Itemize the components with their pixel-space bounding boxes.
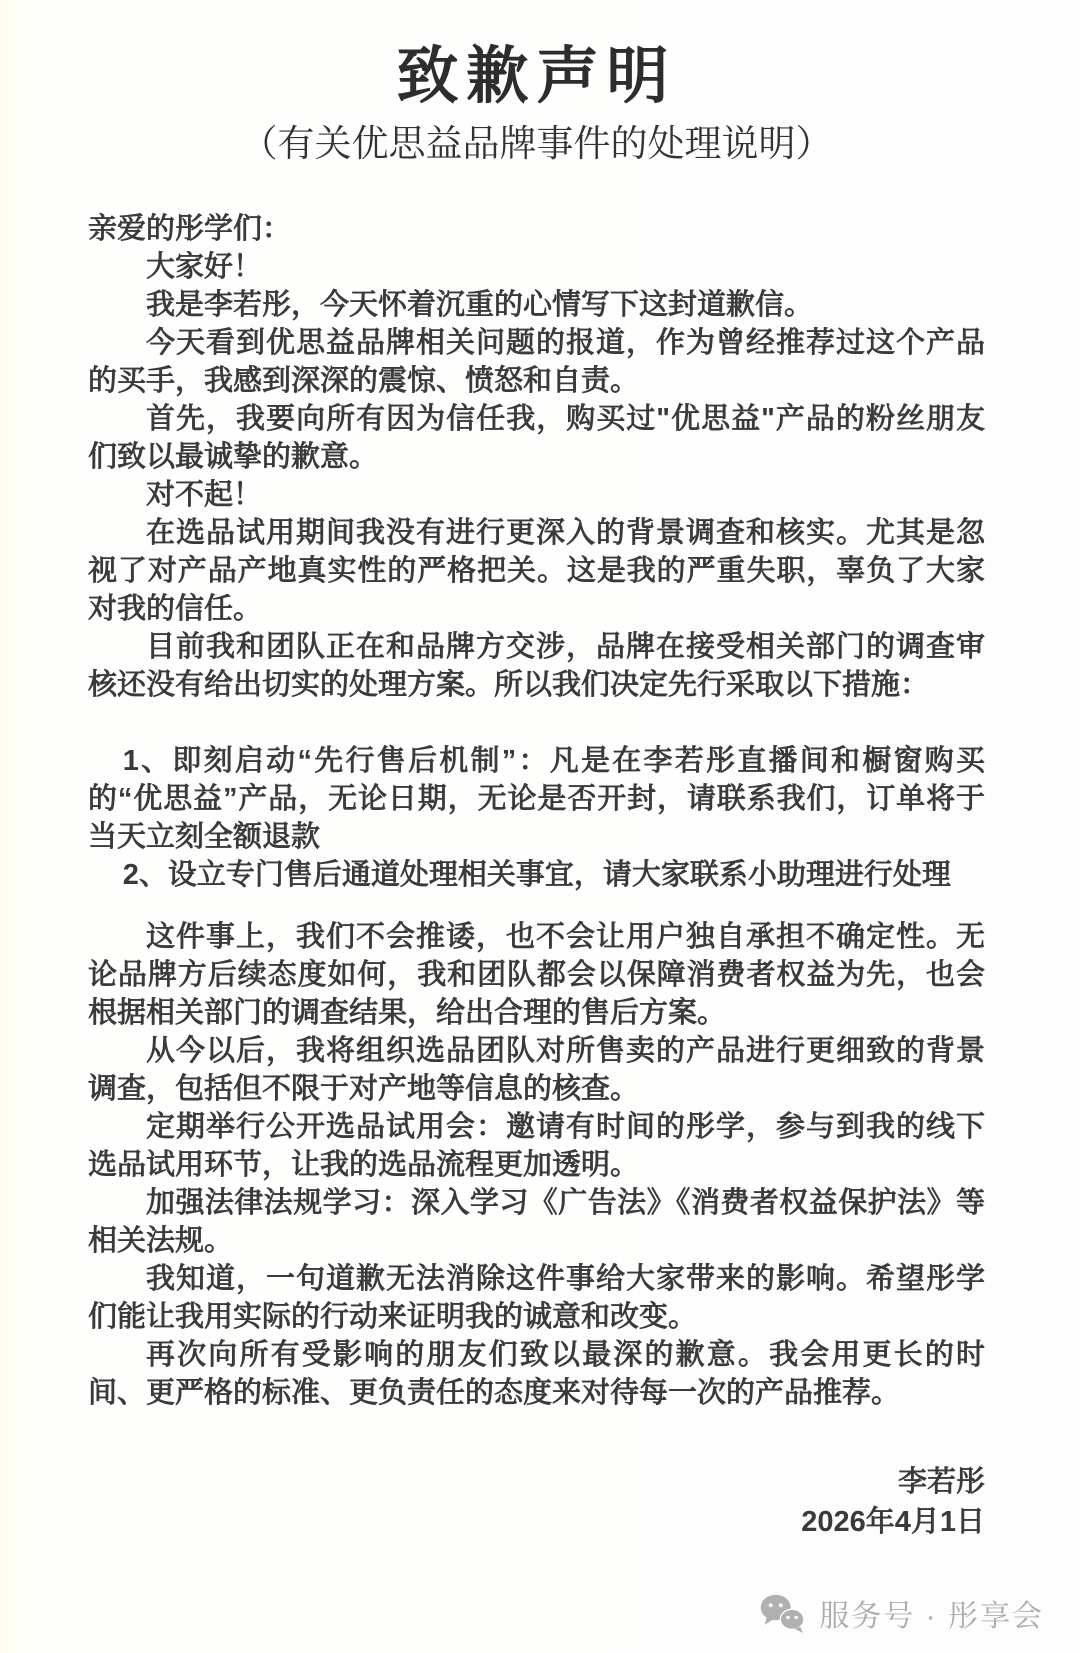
- salutation: 亲爱的彤学们：: [88, 213, 292, 245]
- document-title: 致歉声明: [396, 43, 677, 111]
- paragraph: 在选品试用期间我没有进行更深入的背景调查和核实。尤其是忽视了对产品产地真实性的严格把关。这是我的严重失职，辜负了大家对我的信任。: [88, 517, 985, 625]
- closing-paragraphs: [88, 918, 985, 1412]
- signature-block: [88, 1462, 985, 1542]
- signature-name: 李若彤: [897, 1466, 985, 1498]
- letter-body: [88, 210, 985, 1542]
- paragraph: 对不起！: [146, 479, 263, 511]
- paragraph: 首先，我要向所有因为信任我，购买过"优思益"产品的粉丝朋友们致以最诚挚的歉意。: [88, 403, 985, 473]
- paragraph: 今天看到优思益品牌相关问题的报道，作为曾经推荐过这个产品的买手，我感到深深的震惊、愤怒和自责。: [88, 327, 985, 397]
- paragraph: 从今以后，我将组织选品团队对所售卖的产品进行更细致的背景调查，包括但不限于对产地等信息的核查。: [88, 1035, 985, 1105]
- paragraph: 我是李若彤，今天怀着沉重的心情写下这封道歉信。: [146, 289, 814, 321]
- paragraph: 定期举行公开选品试用会：邀请有时间的彤学，参与到我的线下选品试用环节，让我的选品流程更加透明。: [88, 1111, 985, 1181]
- paragraph: 加强法律法规学习：深入学习《广告法》《消费者权益保护法》等相关法规。: [88, 1187, 985, 1257]
- measure-item: 1、即刻启动“先行售后机制”：凡是在李若彤直播间和橱窗购买的“优思益”产品，无论日期，无论是否开封，请联系我们，订单将于当天立刻全额退款: [88, 745, 985, 853]
- paragraph: 大家好！: [146, 251, 263, 283]
- measure-item: 2、设立专门售后通道处理相关事宜，请大家联系小助理进行处理: [122, 859, 951, 891]
- watermark-label: 服务号 · 彤享会: [819, 1600, 1044, 1633]
- paragraph: 我知道，一句道歉无法消除这件事给大家带来的影响。希望彤学们能让我用实际的行动来证明我的诚意和改变。: [88, 1263, 985, 1333]
- wechat-watermark: [759, 1591, 1044, 1635]
- paragraph: 这件事上，我们不会推诿，也不会让用户独自承担不确定性。无论品牌方后续态度如何，我和团队都会以保障消费者权益为先，也会根据相关部门的调查结果，给出合理的售后方案。: [88, 921, 985, 1029]
- document-subtitle: （有关优思益品牌事件的处理说明）: [240, 124, 833, 165]
- signature-date: 2026年4月1日: [801, 1506, 985, 1538]
- wechat-icon: [759, 1593, 807, 1633]
- paragraph: 再次向所有受影响的朋友们致以最深的歉意。我会用更长的时间、更严格的标准、更负责任的态度来对待每一次的产品推荐。: [88, 1339, 985, 1409]
- measures-list: [88, 742, 985, 894]
- paragraph: 目前我和团队正在和品牌方交涉，品牌在接受相关部门的调查审核还没有给出切实的处理方案。所以我们决定先行采取以下措施：: [88, 631, 985, 701]
